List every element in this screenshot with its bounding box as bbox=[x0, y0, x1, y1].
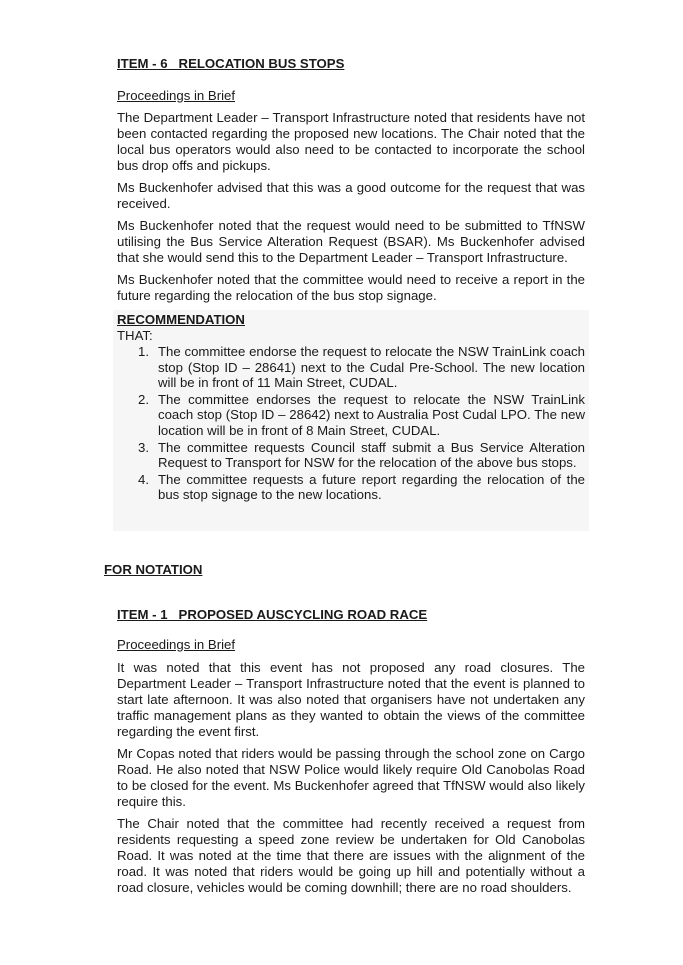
for-notation-heading: FOR NOTATION bbox=[104, 562, 203, 577]
item6-heading: ITEM - 6 RELOCATION BUS STOPS bbox=[117, 56, 345, 71]
recommendation-intro: THAT: bbox=[117, 328, 153, 343]
recommendation-item: 4. The committee requests a future report regarding the relocation of the bus stop signage to the new locations. bbox=[138, 471, 585, 503]
item1-paragraph-1: It was noted that this event has not proposed any road closures. The Department Leader – Transport Infrastructure noted that the event is planned to start late afternoon. It was also noted that organisers have not undertaken any traffic management plans as they wanted to obtain the views of the committee regarding the event first. bbox=[117, 660, 585, 739]
item6-paragraph-1: The Department Leader – Transport Infrastructure noted that residents have not been contacted regarding the proposed new locations. The Chair noted that the local bus operators would also need to be contacted to incorporate the school bus drop offs and pickups. bbox=[117, 110, 585, 173]
item1-subheading: Proceedings in Brief bbox=[117, 637, 236, 652]
recommendation-heading: RECOMMENDATION bbox=[117, 312, 245, 327]
item6-paragraph-2: Ms Buckenhofer advised that this was a good outcome for the request that was received. bbox=[117, 180, 585, 211]
item1-paragraph-2: Mr Copas noted that riders would be passing through the school zone on Cargo Road. He also noted that NSW Police would likely require Old Canobolas Road to be closed for the event. Ms Buckenhofer agreed that TfNSW would also likely require this. bbox=[117, 746, 585, 809]
item6-paragraph-3: Ms Buckenhofer noted that the request would need to be submitted to TfNSW utilising the Bus Service Alteration Request (BSAR). Ms Buckenhofer advised that she would send this to the Department Leader – Transport Infrastructure. bbox=[117, 218, 585, 265]
recommendation-item: 1. The committee endorse the request to relocate the NSW TrainLink coach stop (Stop ID – 28641) next to the Cudal Pre-School. The new location will be in front of 11 Main Street, CUDAL. bbox=[138, 344, 585, 391]
recommendation-box bbox=[113, 310, 589, 531]
item1-heading: ITEM - 1 PROPOSED AUSCYCLING ROAD RACE bbox=[117, 607, 428, 622]
recommendation-item: 2. The committee endorses the request to relocate the NSW TrainLink coach stop (Stop ID – 28642) next to Australia Post Cudal LPO. The new location will be in front of 8 Main Street, CUDAL. bbox=[138, 391, 585, 438]
item6-paragraph-4: Ms Buckenhofer noted that the committee would need to receive a report in the future regarding the relocation of the bus stop signage. bbox=[117, 272, 585, 303]
recommendation-item: 3. The committee requests Council staff submit a Bus Service Alteration Request to Transport for NSW for the relocation of the above bus stops. bbox=[138, 439, 585, 471]
item6-subheading: Proceedings in Brief bbox=[117, 88, 236, 103]
item1-paragraph-3: The Chair noted that the committee had recently received a request from residents requesting a speed zone review be undertaken for Old Canobolas Road. It was noted at the time that there are issues with the alignment of the road. It was noted that riders would be going up hill and potentially without a road closure, vehicles would be coming downhill; there are no road shoulders. bbox=[117, 816, 585, 895]
recommendation-list bbox=[138, 344, 585, 504]
